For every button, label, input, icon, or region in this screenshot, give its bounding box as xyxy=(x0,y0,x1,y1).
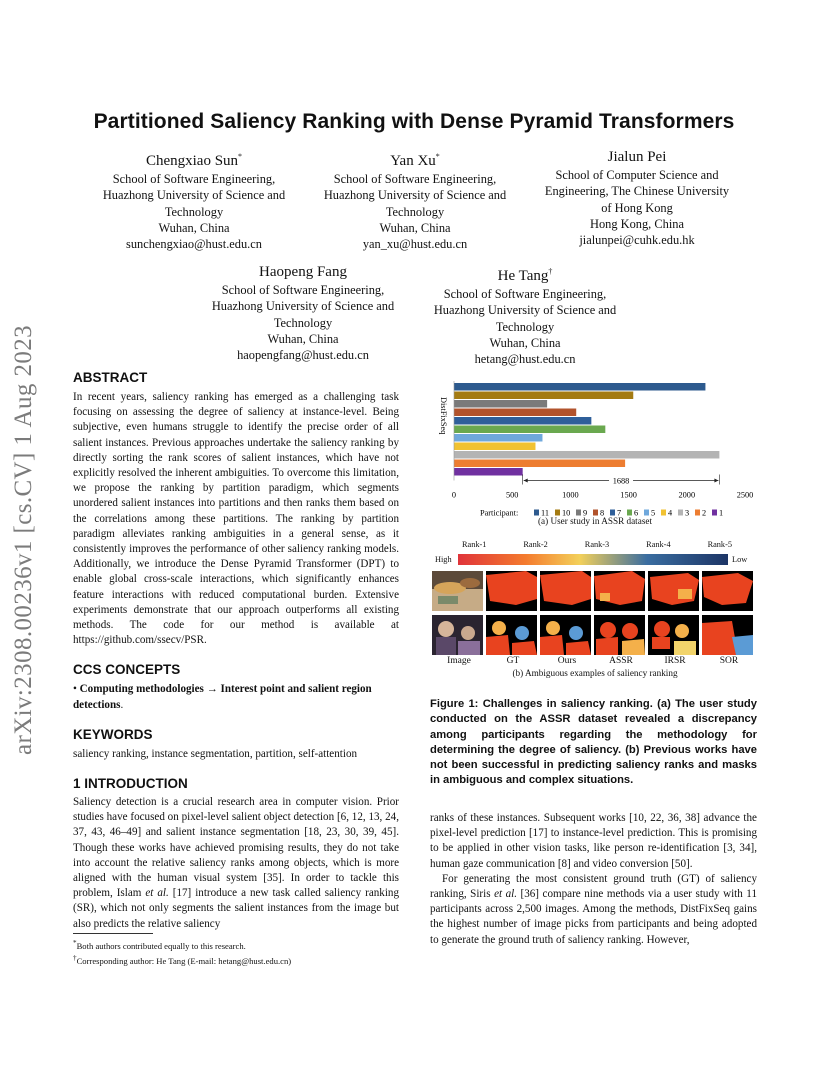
scale-low-label: Low xyxy=(732,555,748,564)
intro-emphasis: et al. xyxy=(145,887,169,900)
author-mark: * xyxy=(435,152,440,161)
x-tick-label: 1000 xyxy=(562,490,579,500)
rank-label: Rank-4 xyxy=(646,540,671,549)
ccs-end: . xyxy=(120,698,124,711)
ccs-concept: Computing methodologies → Interest point and salient region detections xyxy=(73,683,372,711)
bar xyxy=(454,409,576,417)
column-label: Ours xyxy=(557,656,577,666)
assr-mask xyxy=(594,571,645,611)
author-affiliation: Huazhong University of Science and xyxy=(211,299,395,314)
legend-swatch xyxy=(534,510,539,516)
intro-paragraph xyxy=(73,795,399,932)
keywords-text: saliency ranking, instance segmentation, partition, self-attention xyxy=(73,747,358,760)
legend-swatch xyxy=(593,510,598,516)
rank-labels xyxy=(462,540,732,552)
bar xyxy=(454,451,719,459)
annotation-arrow xyxy=(714,479,718,483)
rank-label: Rank-1 xyxy=(462,540,487,549)
intro-heading: 1 INTRODUCTION xyxy=(73,776,188,792)
author-affiliation: School of Software Engineering, xyxy=(112,172,276,186)
example-grid xyxy=(432,571,762,656)
ccs-bullet: • xyxy=(73,683,77,696)
author-affiliation: Technology xyxy=(273,315,333,330)
author-name: Haopeng Fang xyxy=(259,264,347,280)
x-tick-label: 2500 xyxy=(736,490,754,500)
sor-mask xyxy=(702,571,753,611)
intro-text: [17] introduce a new task called saliency ranking (SR), which not only segments the salient instances from the image but also predicts the relative saliency xyxy=(73,887,400,930)
legend-label: 1 xyxy=(719,508,724,518)
column-label: SOR xyxy=(719,656,739,666)
gt-mask xyxy=(486,571,537,611)
legend-swatch xyxy=(627,510,632,516)
figure-caption: Figure 1: Challenges in saliency ranking. (a) The user study conducted on the ASSR dataset revealed a discrepancy among participants regarding the methodology for determining the degree of saliency. (b) Previous works have not been successful in predicting saliency ranks and masks in ambiguous and complex situations. xyxy=(430,698,757,787)
intro-text: [36] compare nine methods via a user study with 11 participants across 2,500 images. Among the methods, DistFixSeq gains the highest number of image picks from participants and being adopted to generate the ground truth of saliency ranking. However, xyxy=(430,888,757,946)
author-affiliation: of Hong Kong xyxy=(601,200,673,215)
example-image xyxy=(432,615,483,655)
author-affiliation: School of Software Engineering, xyxy=(221,283,385,297)
x-tick-label: 1500 xyxy=(620,490,637,500)
bar xyxy=(454,468,523,476)
legend-swatch xyxy=(678,510,683,516)
bar xyxy=(454,392,633,400)
irsr-mask xyxy=(648,615,699,655)
intro-paragraph xyxy=(430,872,757,948)
author-city: Hong Kong, China xyxy=(590,216,684,231)
footnote xyxy=(73,952,403,967)
intro-text: Saliency detection is a crucial research area in computer vision. Prior studies have focused on pixel-level salient object detection [6, 12, 13, 24, 37, 43, 46–49] and salient instance segmentation [18, 23, 30, 39, 45]. Though these works have achieved promising results, they do not take into account the relative saliency ranks among objects, which is more aligned with the human visual system [35]. In order to tackle this problem, Islam xyxy=(73,796,399,900)
legend-title: Participant: xyxy=(480,508,519,518)
ours-mask xyxy=(540,615,591,655)
paper-title: Partitioned Saliency Ranking with Dense Pyramid Transformers xyxy=(93,110,735,133)
author-city: Wuhan, China xyxy=(267,331,339,346)
rank-label: Rank-3 xyxy=(584,540,610,549)
legend-swatch xyxy=(661,510,666,516)
author-affiliation: Huazhong University of Science and xyxy=(433,303,617,318)
sor-mask xyxy=(702,615,753,655)
author-block xyxy=(193,262,413,363)
legend-swatch xyxy=(555,510,560,516)
author-affiliation: School of Computer Science and xyxy=(555,168,719,182)
legend-swatch xyxy=(695,510,700,516)
intro-continued: ranks of these instances. Subsequent works [10, 22, 36, 38] advance the pixel-level prediction [17] to instance-level prediction. This is promising to be applied in other vision tasks, like person re-identification [3, 34], human gaze communication [8] and video conversion [50]. xyxy=(430,812,757,870)
example-image xyxy=(432,571,483,611)
column-label: Image xyxy=(447,656,471,666)
column-label: GT xyxy=(506,656,520,666)
footnote-mark: * xyxy=(73,939,77,947)
footnote-text: Both authors contributed equally to this research. xyxy=(76,940,246,951)
saliency-gradient-bar xyxy=(458,554,728,565)
legend-swatch xyxy=(712,510,717,516)
author-name: Yan Xu xyxy=(390,153,436,169)
author-mark: * xyxy=(238,152,243,161)
legend-label: 2 xyxy=(702,508,707,518)
author-name: Jialun Pei xyxy=(607,149,667,165)
bar xyxy=(454,417,591,425)
author-block xyxy=(305,147,525,252)
ours-mask xyxy=(540,571,591,611)
author-email: sunchengxiao@hust.edu.cn xyxy=(126,237,262,252)
legend-label: 5 xyxy=(651,508,656,518)
subcaption-b: (b) Ambiguous examples of saliency ranking xyxy=(512,668,678,678)
column-label: ASSR xyxy=(609,656,633,666)
arxiv-identifier: arXiv:2308.00236v1 [cs.CV] 1 Aug 2023 xyxy=(10,324,37,755)
bar xyxy=(454,400,547,408)
subcaption-a: (a) User study in ASSR dataset xyxy=(537,516,653,526)
intro-text: For generating the most consistent ground truth (GT) of saliency ranking, Siris xyxy=(430,872,757,901)
annotation-label: 1688 xyxy=(612,476,630,486)
ccs-heading: CCS CONCEPTS xyxy=(73,662,181,678)
author-email: hetang@hust.edu.cn xyxy=(474,352,576,367)
legend-label: 7 xyxy=(617,508,622,518)
legend-label: 6 xyxy=(634,508,639,518)
x-tick-label: 0 xyxy=(451,490,457,500)
bar xyxy=(454,434,542,442)
author-affiliation: School of Software Engineering, xyxy=(443,287,607,301)
y-axis-label: DistFixSeq xyxy=(439,397,448,435)
author-email: jialunpei@cuhk.edu.hk xyxy=(579,233,695,248)
legend-label: 4 xyxy=(668,508,673,518)
author-affiliation: Huazhong University of Science and xyxy=(323,188,507,203)
footnote-mark: † xyxy=(73,953,77,962)
legend-swatch xyxy=(610,510,615,516)
intro-emphasis: et al. xyxy=(494,888,517,901)
x-tick-label: 2000 xyxy=(678,490,696,500)
author-email: yan_xu@hust.edu.cn xyxy=(362,237,468,252)
author-affiliation: Engineering, The Chinese University xyxy=(544,184,730,199)
rank-label: Rank-2 xyxy=(523,540,548,549)
annotation-arrow xyxy=(524,479,528,483)
author-affiliation: Technology xyxy=(385,204,445,219)
bar xyxy=(454,460,625,468)
bar xyxy=(454,426,605,434)
author-city: Wuhan, China xyxy=(379,220,451,235)
author-name: Chengxiao Sun xyxy=(145,153,239,169)
bar xyxy=(454,443,535,451)
legend-swatch xyxy=(576,510,581,516)
legend-swatch xyxy=(644,510,649,516)
author-affiliation: School of Software Engineering, xyxy=(333,172,497,186)
gt-mask xyxy=(486,615,537,655)
ccs-text xyxy=(73,682,399,712)
footnote-text: Corresponding author: He Tang (E-mail: hetang@hust.edu.cn) xyxy=(76,955,292,966)
irsr-mask xyxy=(648,571,699,611)
bar xyxy=(454,383,705,391)
footnote xyxy=(73,937,403,952)
author-email: haopengfang@hust.edu.cn xyxy=(237,348,369,363)
legend-label: 10 xyxy=(562,508,571,518)
right-column xyxy=(430,811,757,948)
abstract-heading: ABSTRACT xyxy=(73,370,148,385)
author-city: Wuhan, China xyxy=(158,220,230,235)
author-mark: † xyxy=(548,267,553,276)
column-label: IRSR xyxy=(664,656,686,666)
legend-label: 9 xyxy=(583,508,588,518)
legend-label: 8 xyxy=(600,508,605,518)
left-column xyxy=(73,370,399,932)
assr-mask xyxy=(594,615,645,655)
author-affiliation: Technology xyxy=(495,319,555,334)
footnote-rule xyxy=(73,933,153,934)
rank-label: Rank-5 xyxy=(707,540,732,549)
x-tick-label: 500 xyxy=(505,490,519,500)
user-study-chart xyxy=(420,375,765,530)
column-labels xyxy=(432,656,762,668)
author-affiliation: Technology xyxy=(164,204,224,219)
rank-scale xyxy=(432,540,762,568)
author-block xyxy=(527,147,747,248)
legend-label: 11 xyxy=(541,508,549,518)
author-name: He Tang xyxy=(497,268,549,284)
keywords-heading: KEYWORDS xyxy=(73,726,153,742)
author-block xyxy=(415,262,635,367)
author-affiliation: Huazhong University of Science and xyxy=(102,188,286,203)
abstract-text: In recent years, saliency ranking has emerged as a challenging task focusing on assessing the degree of saliency at instance-level. Being subjective, even humans struggle to identify the precise order of all salient instances. Previous approaches undertake the saliency ranking by directly sorting the rank scores of salient instances, which have not explicitly resolved the inherent ambiguities. To overcome this limitation, we propose the ranking by partition paradigm, which segments unordered salient instances into partitions and then ranks them based on the correlations among these partitions. The ranking by partition paradigm alleviates ranking ambiguities in a general sense, as it consistently improves the performance of other saliency ranking models. Additionally, we introduce the Dense Pyramid Transformer (DPT) to enable global cross-scale interactions, which significantly enhances feature interactions with reduced computational burden. Extensive experiments demonstrate that our approach outperforms all existing methods. The code for our method is available at https://github.com/ssecv/PSR. xyxy=(73,391,399,647)
footnotes xyxy=(73,937,403,967)
author-city: Wuhan, China xyxy=(489,335,561,350)
author-block xyxy=(84,147,304,252)
scale-high-label: High xyxy=(435,555,452,564)
legend-label: 3 xyxy=(685,508,690,518)
